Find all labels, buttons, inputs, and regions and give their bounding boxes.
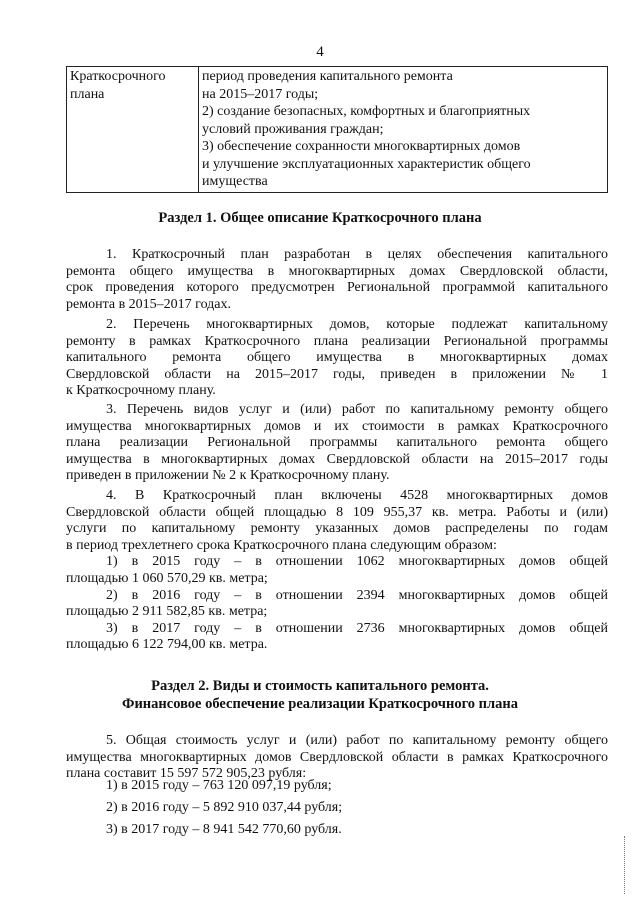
list-item: площадью 2 911 582,85 кв. метра; <box>66 604 268 620</box>
section2-title <box>0 677 640 713</box>
paragraph-1 <box>66 247 608 313</box>
table-label-line: Краткосрочного <box>70 69 166 84</box>
table-line: на 2015–2017 годы; <box>202 86 319 102</box>
table-line: 3) обеспечение сохранности многоквартирных домов <box>202 139 521 154</box>
table-row <box>67 67 608 193</box>
paragraph-3 <box>66 402 608 485</box>
paragraph-line: ремонта общего имущества в многоквартирных домах Свердловской области, <box>66 263 608 279</box>
list-item: 1) в 2015 году – в отношении 1062 многоквартирных домов общей <box>106 554 608 570</box>
paragraph-line: капитального ремонта общего имущества в многоквартирных домах <box>66 350 608 366</box>
table-line: условий проживания граждан; <box>202 121 384 137</box>
table-label-cell <box>67 67 199 193</box>
paragraph-line: в период трехлетнего срока Краткосрочного плана следующим образом: <box>66 537 497 553</box>
paragraph-line: имущества в многоквартирных домах Свердловской области на 2015–2017 годы <box>66 451 608 467</box>
paragraph-line: к Краткосрочному плану. <box>66 383 216 399</box>
list-item: 2) в 2016 году – в отношении 2394 многоквартирных домов общей <box>106 587 608 603</box>
paragraph-line: 4. В Краткосрочный план включены 4528 многоквартирных домов <box>106 488 608 503</box>
table-label-line: плана <box>70 86 105 102</box>
list-item: 1) в 2015 году – 763 120 097,19 рубля; <box>106 778 332 793</box>
paragraph-line: 2. Перечень многоквартирных домов, которые подлежат капитальному <box>106 317 608 332</box>
table-line: 2) создание безопасных, комфортных и благоприятных <box>202 104 531 119</box>
paragraph-line: имущества многоквартирных домов Свердловской области в рамках Краткосрочного <box>66 749 608 765</box>
list-item: площадью 6 122 794,00 кв. метра. <box>66 637 268 653</box>
paragraph-line: плана составит 15 597 572 905,23 рубля: <box>66 766 307 782</box>
table-line: и улучшение эксплуатационных характеристик общего <box>202 156 531 172</box>
paragraph-2 <box>66 317 608 400</box>
paragraph-line: Свердловской области на 2015–2017 годы, приведен в приложении № 1 <box>66 366 608 382</box>
paragraph-line: ремонта в 2015–2017 годах. <box>66 296 232 312</box>
paragraph-line: 5. Общая стоимость услуг и (или) работ по капитальному ремонту общего <box>106 733 608 748</box>
page-number: 4 <box>316 44 324 60</box>
cost-list <box>106 775 342 841</box>
paragraph-4 <box>66 488 608 654</box>
paragraph-line: 1. Краткосрочный план разработан в целях обеспечения капитального <box>106 247 608 262</box>
section2-title-line: Финансовое обеспечение реализации Краткосрочного плана <box>121 696 519 712</box>
paragraph-line: 3. Перечень видов услуг и (или) работ по капитальному ремонту общего <box>106 402 608 417</box>
paragraph-line: плана реализации Региональной программы капитального ремонта общего <box>66 435 608 451</box>
paragraph-line: ремонту в рамках Краткосрочного плана реализации Региональной программы <box>66 333 608 349</box>
scan-edge-mark <box>624 836 626 894</box>
list-item: 3) в 2017 году – в отношении 2736 многоквартирных домов общей <box>106 620 608 636</box>
objectives-table <box>66 66 608 193</box>
table-line: период проведения капитального ремонта <box>202 69 453 84</box>
list-item: 2) в 2016 году – 5 892 910 037,44 рубля; <box>106 800 343 815</box>
list-item: 3) в 2017 году – 8 941 542 770,60 рубля. <box>106 822 342 837</box>
table-content-cell <box>199 67 608 193</box>
section2-title-line: Раздел 2. Виды и стоимость капитального ремонта. <box>151 678 489 694</box>
table-line: имущества <box>202 174 268 189</box>
section1-title: Раздел 1. Общее описание Краткосрочного плана <box>158 210 482 226</box>
paragraph-line: срок проведения которого предусмотрен Региональной программой капитального <box>66 280 608 296</box>
paragraph-line: приведен в приложении № 2 к Краткосрочному плану. <box>66 468 390 484</box>
paragraph-line: услуги по капитальному ремонту указанных домов распределены по годам <box>66 521 608 537</box>
paragraph-line: имущества многоквартирных домов и их стоимости в рамках Краткосрочного <box>66 418 608 434</box>
list-item: площадью 1 060 570,29 кв. метра; <box>66 570 268 586</box>
paragraph-line: Свердловской области общей площадью 8 109 955,37 кв. метра. Работы и (или) <box>66 504 608 520</box>
